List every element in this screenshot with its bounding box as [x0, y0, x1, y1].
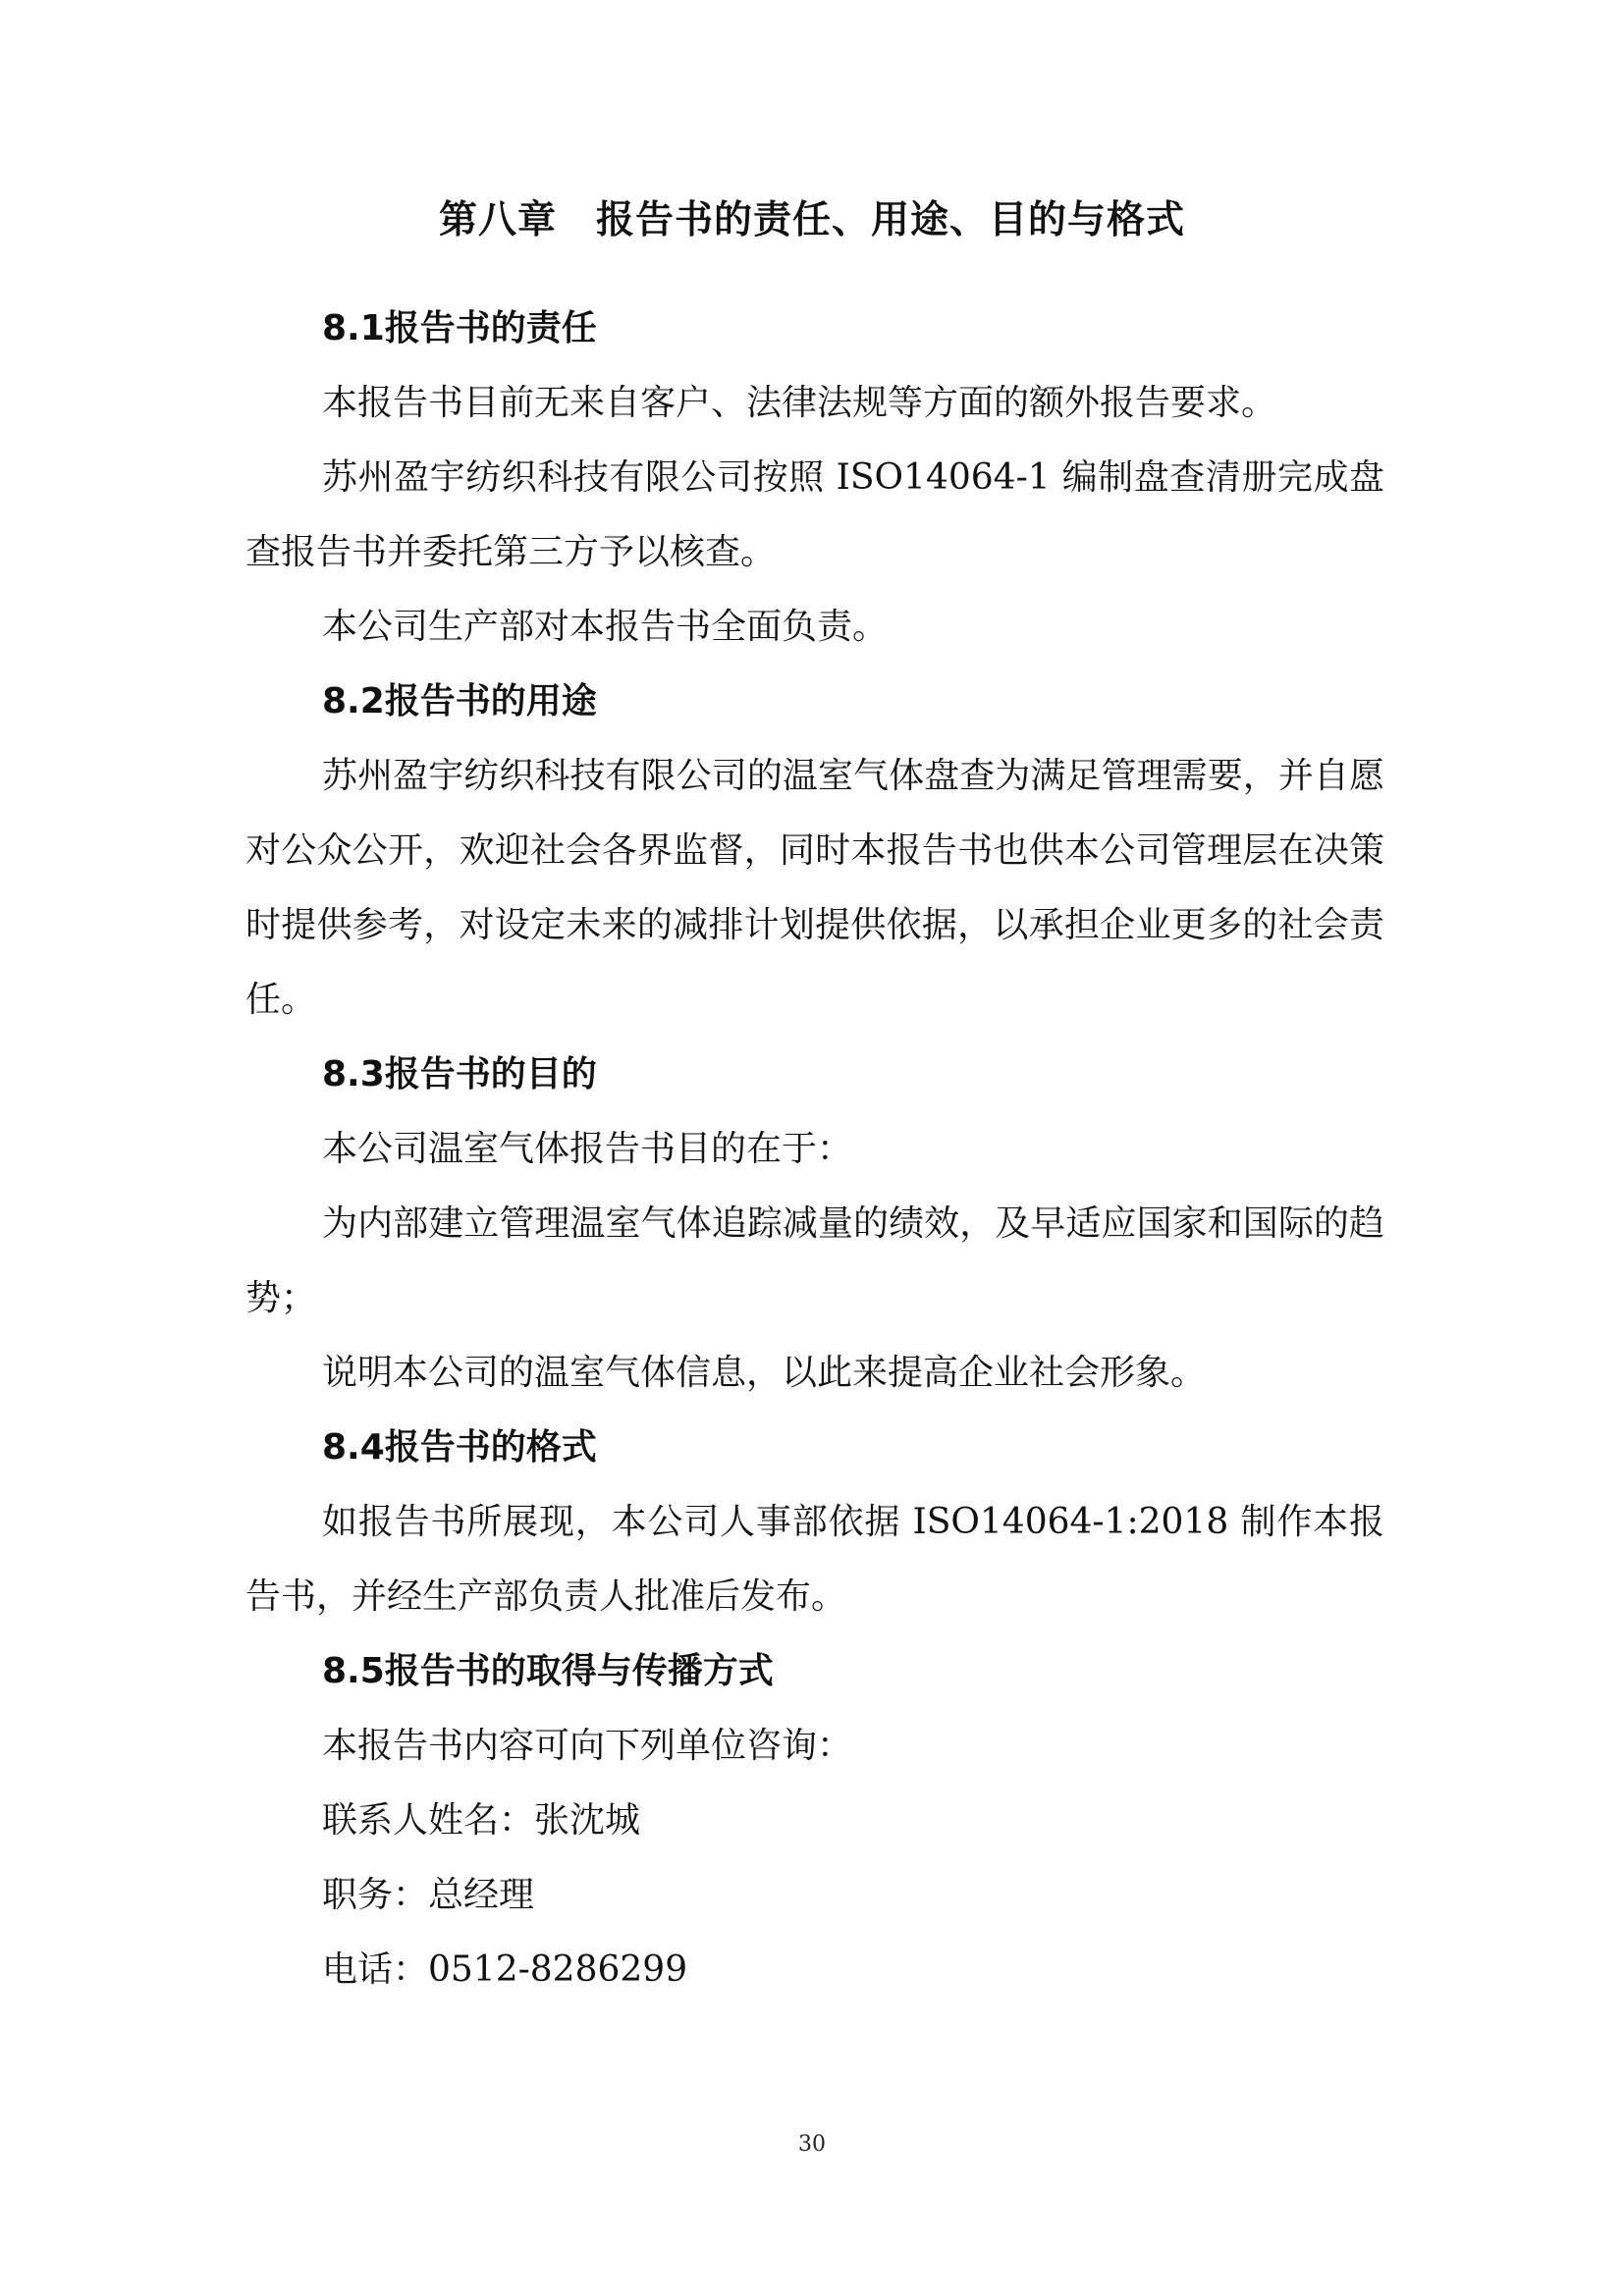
- section-title: 8.1报告书的责任: [322, 308, 597, 348]
- contact-title: 职务：总经理: [322, 1875, 535, 1915]
- paragraph: 本报告书内容可向下列单位咨询：: [322, 1726, 853, 1766]
- paragraph: 苏州盈宇纺织科技有限公司的温室气体盘查为满足管理需要，并自愿对公众公开，欢迎社会各界监督，同时本报告书也供本公司管理层在决策时提供参考，对设定未来的减排计划提供依据，以承担企业更多的社会责任。: [245, 756, 1384, 1020]
- paragraph: 本公司温室气体报告书目的在于：: [322, 1129, 853, 1169]
- paragraph: 苏州盈宇纺织科技有限公司按照 ISO14064-1 编制盘查清册完成盘查报告书并委托第三方予以核查。: [245, 457, 1384, 572]
- section-8-5: [245, 1634, 1384, 2007]
- chapter-title: 第八章 报告书的责任、用途、目的与格式: [438, 198, 1185, 242]
- page-number: 30: [798, 2132, 826, 2157]
- paragraph: 本报告书目前无来自客户、法律法规等方面的额外报告要求。: [322, 383, 1277, 423]
- paragraph: 本公司生产部对本报告书全面负责。: [322, 607, 889, 647]
- paragraph: 说明本公司的温室气体信息，以此来提高企业社会形象。: [322, 1353, 1207, 1393]
- section-title: 8.5报告书的取得与传播方式: [322, 1651, 774, 1691]
- section-title: 8.2报告书的用途: [322, 681, 597, 721]
- paragraph: 如报告书所展现，本公司人事部依据 ISO14064-1:2018 制作本报告书，并经生产部负责人批准后发布。: [245, 1502, 1384, 1617]
- document-body: [245, 292, 1384, 2007]
- section-8-3: [245, 1038, 1384, 1411]
- section-8-4: [245, 1411, 1384, 1634]
- contact-phone: 电话：0512-8286299: [322, 1949, 688, 1990]
- section-title: 8.4报告书的格式: [322, 1427, 597, 1468]
- section-title: 8.3报告书的目的: [322, 1054, 597, 1095]
- section-8-1: [245, 292, 1384, 665]
- paragraph: 为内部建立管理温室气体追踪减量的绩效，及早适应国家和国际的趋势；: [245, 1203, 1384, 1318]
- contact-name: 联系人姓名：张沈城: [322, 1800, 641, 1841]
- section-8-2: [245, 665, 1384, 1038]
